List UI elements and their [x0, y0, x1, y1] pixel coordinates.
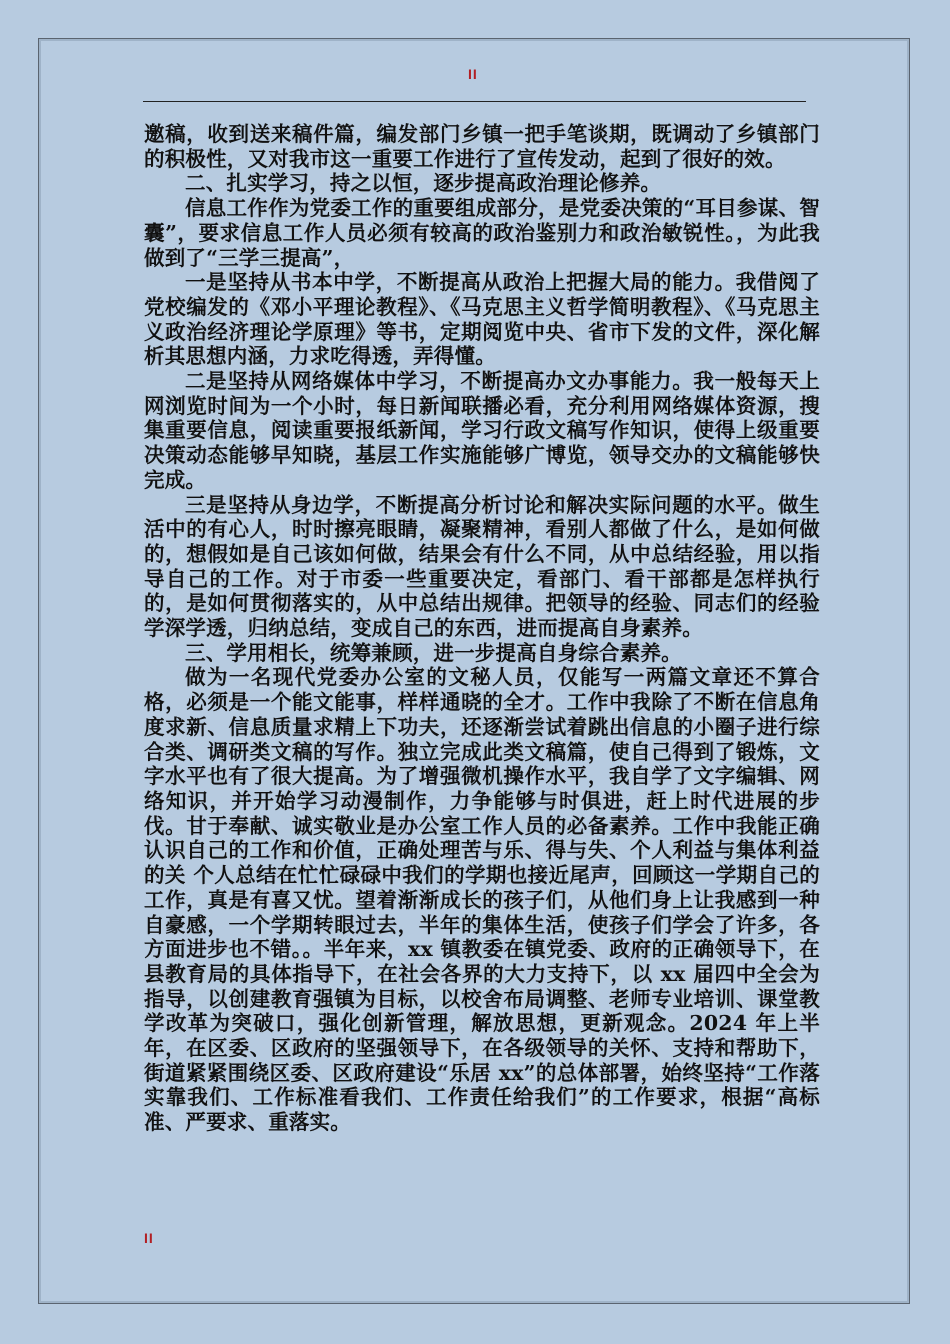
paragraph-5: 二是坚持从网络媒体中学习，不断提高办文办事能力。我一般每天上网浏览时间为一个小时，每日新闻联播必看，充分利用网络媒体资源，搜集重要信息，阅读重要报纸新闻，学习行政文稿写作知识，使得上级重要决策动态能够早知晓，基层工作实施能够广博览，领导交办的文稿能够快完成。 — [144, 369, 820, 492]
document-body — [144, 122, 820, 1135]
section-heading-2: 二、扎实学习，持之以恒，逐步提高政治理论修养。 — [185, 171, 662, 196]
footer-mark: II — [144, 1230, 154, 1246]
paragraph-3: 信息工作作为党委工作的重要组成部分，是党委决策的“耳目参谋、智囊”，要求信息工作人员必须有较高的政治鉴别力和政治敏锐性。，为此我做到了“三学三提高”， — [144, 196, 820, 270]
paragraph-8: 做为一名现代党委办公室的文秘人员，仅能写一两篇文章还不算合格，必须是一个能文能事，样样通晓的全才。工作中我除了不断在信息角度求新、信息质量求精上下功夫，还逐渐尝试着跳出信息的小圈子进行综合类、调研类文稿的写作。独立完成此类文稿篇，使自己得到了锻炼，文字水平也有了很大提高。为了增强微机操作水平，我自学了文字编辑、网络知识，并开始学习动漫制作，力争能够与时俱进，赶上时代进展的步伐。甘于奉献、诚实敬业是办公室工作人员的必备素养。工作中我能正确认识自己的工作和价值，正确处理苦与乐、得与失、个人利益与集体利益的关 个人总结在忙忙碌碌中我们的学期也接近尾声，回顾这一学期自己的工作，真是有喜又忧。望着渐渐成长的孩子们，从他们身上让我感到一种自豪感，一个学期转眼过去，半年的集体生活，使孩子们学会了许多，各方面进步也不错。。半年来，xx 镇教委在镇党委、政府的正确领导下，在县教育局的具体指导下，在社会各界的大力支持下，以 xx 届四中全会为指导，以创建教育强镇为目标，以校舍布局调整、老师专业培训、课堂教学改革为突破口，强化创新管理，解放思想，更新观念。2024 年上半年，在区委、区政府的坚强领导下，在各级领导的关怀、支持和帮助下，街道紧紧围绕区委、区政府建设“乐居 xx”的总体部署，始终坚持“工作落实靠我们、工作标准看我们、工作责任给我们”的工作要求，根据“高标准、严要求、重落实。 — [144, 665, 820, 1135]
paragraph-1: 邀稿，收到送来稿件篇，编发部门乡镇一把手笔谈期，既调动了乡镇部门的积极性，又对我市这一重要工作进行了宣传发动，起到了很好的效。 — [144, 122, 820, 171]
paragraph-4: 一是坚持从书本中学，不断提高从政治上把握大局的能力。我借阅了党校编发的《邓小平理论教程》、《马克思主义哲学简明教程》、《马克思主义政治经济理论学原理》等书，定期阅览中央、省市下发的文件，深化解析其思想内涵，力求吃得透，弄得懂。 — [144, 270, 820, 369]
section-heading-3: 三、学用相长，统筹兼顾，进一步提高自身综合素养。 — [185, 640, 682, 665]
paragraph-6: 三是坚持从身边学，不断提高分析讨论和解决实际问题的水平。做生活中的有心人，时时擦亮眼睛，凝聚精神，看别人都做了什么，是如何做的，想假如是自己该如何做，结果会有什么不同，从中总结经验，用以指导自己的工作。对于市委一些重要决定，看部门、看干部都是怎样执行的，是如何贯彻落实的，从中总结出规律。把领导的经验、同志们的经验学深学透，归纳总结，变成自己的东西，进而提高自身素养。 — [144, 492, 820, 641]
header-mark: II — [468, 66, 478, 82]
header-rule — [143, 101, 806, 102]
